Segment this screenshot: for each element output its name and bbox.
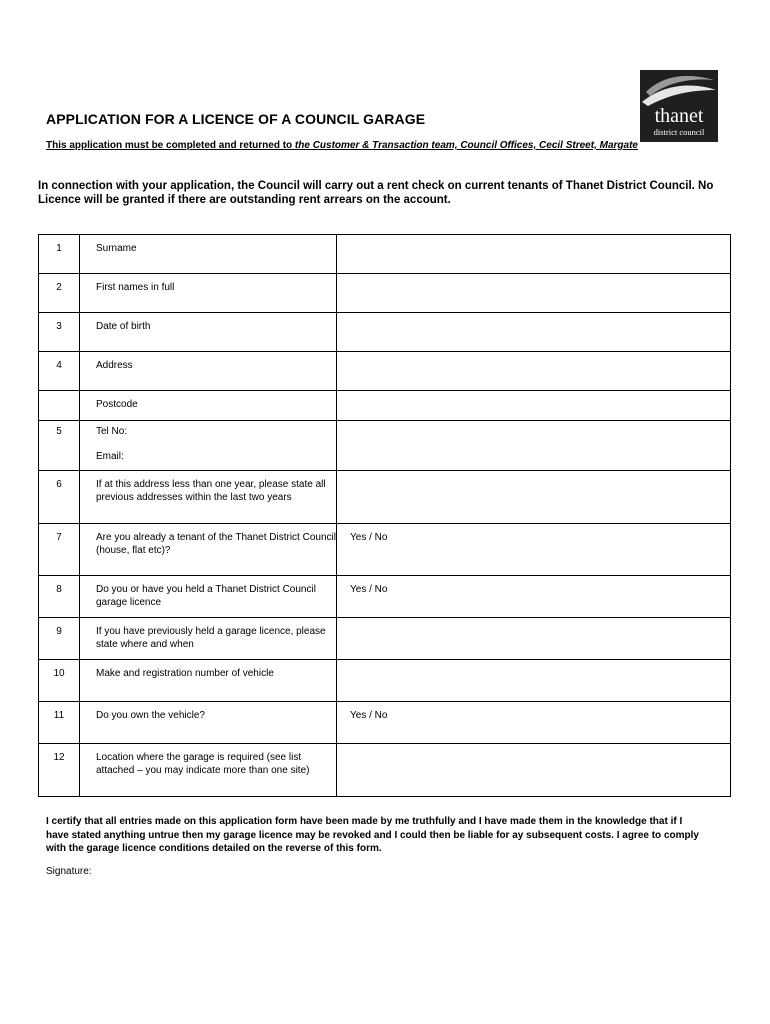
return-address: the Customer & Transaction team, Council Offices, Cecil Street, Margate — [294, 140, 638, 151]
table-row — [39, 524, 731, 576]
logo-subtitle: district council — [653, 127, 705, 137]
row-number: 12 — [39, 744, 80, 797]
signature-label: Signature: — [46, 866, 92, 877]
question-held-licence: Do you or have you held a Thanet District Council garage licence — [80, 576, 337, 618]
row-number — [39, 391, 80, 421]
answer-garage-location[interactable] — [337, 744, 731, 797]
question-previous-addresses: If at this address less than one year, please state all previous addresses within the last two years — [80, 471, 337, 524]
table-row — [39, 274, 731, 313]
answer-first-names[interactable] — [337, 274, 731, 313]
answer-existing-tenant[interactable]: Yes / No — [337, 524, 731, 576]
table-row — [39, 660, 731, 702]
certification-statement: I certify that all entries made on this application form have been made by me truthfully and I have made them in the knowledge that if I have stated anything untrue then my garage licence may be revoked and I could then be liable for ay subsequent costs. I agree to comply with the garage licence conditions detailed on the reverse of this form. — [46, 816, 699, 854]
row-number: 8 — [39, 576, 80, 618]
question-address: Address — [80, 352, 337, 391]
row-number: 11 — [39, 702, 80, 744]
table-row — [39, 313, 731, 352]
return-instructions — [46, 139, 646, 152]
question-surname: Surname — [80, 235, 337, 274]
row-number: 6 — [39, 471, 80, 524]
table-row — [39, 744, 731, 797]
table-row — [39, 471, 731, 524]
answer-address[interactable] — [337, 352, 731, 391]
form-title: APPLICATION FOR A LICENCE OF A COUNCIL GARAGE — [46, 111, 426, 127]
table-row — [39, 576, 731, 618]
logo-word: thanet — [654, 105, 704, 127]
question-garage-location: Location where the garage is required (see list attached – you may indicate more than one site) — [80, 744, 337, 797]
question-previous-licence: If you have previously held a garage licence, please state where and when — [80, 618, 337, 660]
question-first-names: First names in full — [80, 274, 337, 313]
table-row — [39, 235, 731, 274]
answer-previous-addresses[interactable] — [337, 471, 731, 524]
table-row — [39, 352, 731, 391]
question-contact — [80, 421, 337, 471]
answer-own-vehicle[interactable]: Yes / No — [337, 702, 731, 744]
question-tel: Tel No: — [96, 426, 128, 437]
row-number: 1 — [39, 235, 80, 274]
table-row — [39, 421, 731, 471]
row-number: 10 — [39, 660, 80, 702]
row-number: 2 — [39, 274, 80, 313]
answer-vehicle[interactable] — [337, 660, 731, 702]
thanet-logo — [640, 70, 718, 142]
question-date-of-birth: Date of birth — [80, 313, 337, 352]
application-table — [38, 234, 731, 797]
question-vehicle: Make and registration number of vehicle — [80, 660, 337, 702]
question-own-vehicle: Do you own the vehicle? — [80, 702, 337, 744]
return-instructions-prefix: This application must be completed and returned to — [46, 140, 295, 151]
question-postcode: Postcode — [80, 391, 337, 421]
answer-contact[interactable] — [337, 421, 731, 471]
table-row — [39, 702, 731, 744]
answer-date-of-birth[interactable] — [337, 313, 731, 352]
answer-postcode[interactable] — [337, 391, 731, 421]
answer-previous-licence[interactable] — [337, 618, 731, 660]
row-number: 4 — [39, 352, 80, 391]
row-number: 9 — [39, 618, 80, 660]
rent-check-notice: In connection with your application, the Council will carry out a rent check on current tenants of Thanet District Council. No Licence will be granted if there are outstanding rent arrears on the account. — [38, 180, 714, 206]
answer-surname[interactable] — [337, 235, 731, 274]
table-row — [39, 391, 731, 421]
row-number: 3 — [39, 313, 80, 352]
row-number: 5 — [39, 421, 80, 471]
question-email: Email: — [96, 451, 124, 462]
answer-held-licence[interactable]: Yes / No — [337, 576, 731, 618]
table-row — [39, 618, 731, 660]
question-existing-tenant: Are you already a tenant of the Thanet District Council (house, flat etc)? — [80, 524, 337, 576]
swoosh-icon — [640, 70, 718, 110]
row-number: 7 — [39, 524, 80, 576]
